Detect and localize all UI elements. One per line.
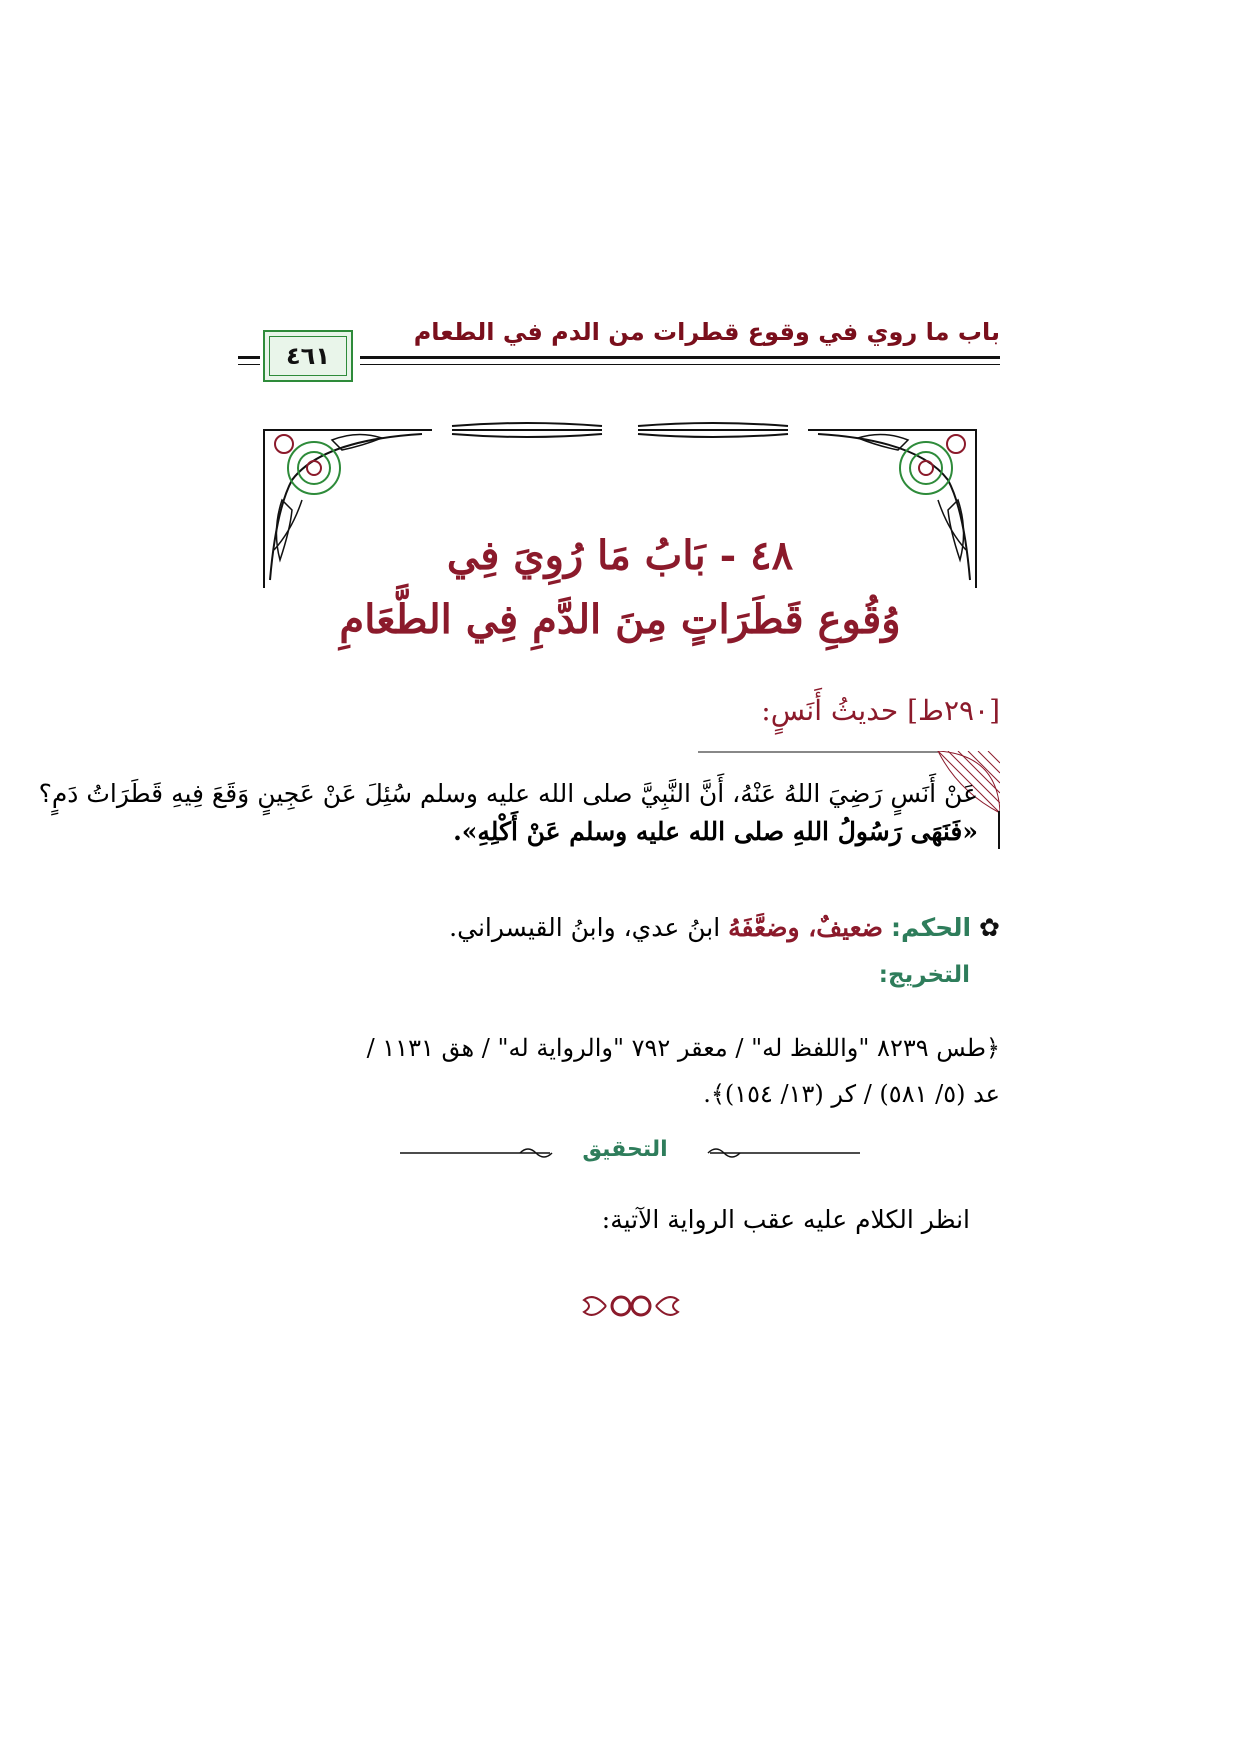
header-rule-right bbox=[360, 356, 1000, 359]
hadith-matn-box bbox=[38, 751, 1000, 849]
hadith-matn-line2: «فَنَهَى رَسُولُ اللهِ صلى الله عليه وسلم عَنْ أَكْلِهِ». bbox=[453, 817, 978, 846]
hukm-label: الحكم: bbox=[890, 913, 972, 942]
page-number-frame bbox=[263, 330, 353, 382]
header-rule-left bbox=[238, 356, 260, 359]
hukm-value: ضعيفٌ، وضعَّفَهُ bbox=[728, 913, 884, 942]
section-end-ornament bbox=[576, 1288, 686, 1324]
tahqiq-label: التحقيق bbox=[582, 1137, 668, 1162]
chapter-title-line2: وُقُوعِ قَطَرَاتٍ مِنَ الدَّمِ فِي الطَّعَامِ bbox=[339, 596, 901, 643]
page-number: ٤٦١ bbox=[286, 342, 330, 370]
hukm-line bbox=[400, 913, 1000, 942]
ornament-top-dividers bbox=[452, 423, 788, 437]
hadith-heading bbox=[560, 694, 1000, 727]
takhrij-line2: عد (٥/ ٥٨١) / كر (١٣/ ١٥٤)﴾. bbox=[703, 1080, 1000, 1108]
chapter-title-line1: ٤٨ - بَابُ مَا رُوِيَ فِي bbox=[446, 532, 794, 579]
takhrij-label: التخريج: bbox=[878, 962, 970, 988]
hukm-rest: ابنُ عدي، وابنُ القيسراني. bbox=[449, 913, 721, 942]
header-rule-left-thin bbox=[238, 364, 260, 365]
tahqiq-text: انظر الكلام عليه عقب الرواية الآتية: bbox=[601, 1205, 970, 1234]
hadith-heading-text: حديثُ أَنَسٍ: bbox=[761, 694, 899, 727]
hukm-flower-icon: ✿ bbox=[979, 913, 1000, 942]
takhrij-line1: ﴿طس ٨٢٣٩ "واللفظ له" / معقر ٧٩٢ "والرواية له" / هق ١١٣١ / bbox=[366, 1034, 1000, 1062]
hadith-number: [٢٩٠ط] bbox=[907, 694, 1000, 727]
running-header-title: باب ما روي في وقوع قطرات من الدم في الطعام bbox=[413, 318, 1000, 346]
header-rule-right-thin bbox=[360, 364, 1000, 365]
hadith-matn-line1: عَنْ أَنَسٍ رَضِيَ اللهُ عَنْهُ، أَنَّ النَّبِيَّ صلى الله عليه وسلم سُئِلَ عَنْ عَجِينٍ وَقَعَ فِيهِ قَطَرَاتُ دَمٍ؟ bbox=[38, 779, 978, 808]
